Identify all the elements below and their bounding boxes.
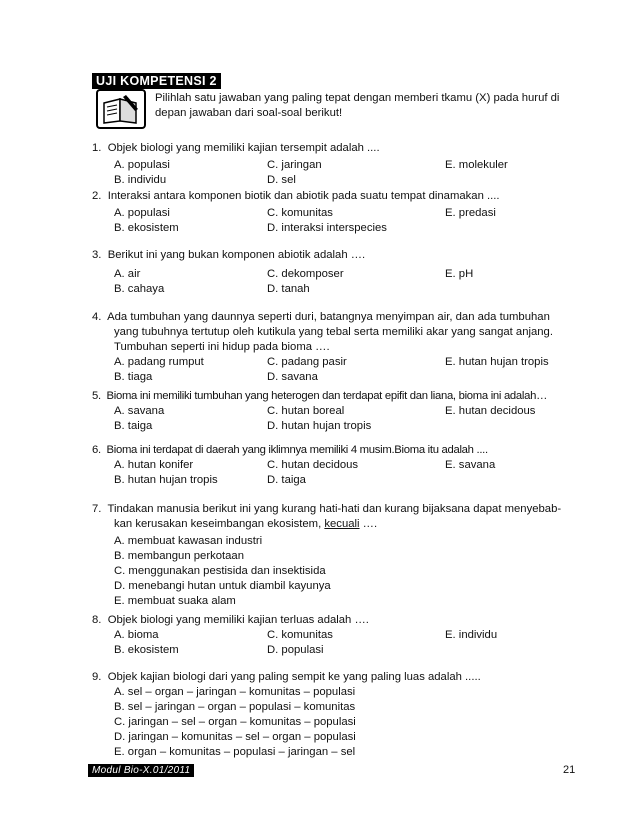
option-d[interactable]: D. hutan hujan tropis — [267, 420, 372, 432]
option-c[interactable]: C. hutan boreal — [267, 405, 345, 417]
option-a[interactable]: A. padang rumput — [114, 356, 204, 368]
section-title: UJI KOMPETENSI 2 — [92, 73, 221, 89]
option-e[interactable]: E. predasi — [445, 207, 496, 219]
question-number: 3. — [92, 249, 102, 261]
question-number: 8. — [92, 614, 102, 626]
question-text: Berikut ini yang bukan komponen abiotik adalah …. — [107, 249, 366, 261]
option-e[interactable]: E. individu — [445, 629, 498, 641]
question-number: 4. — [92, 311, 102, 323]
option-e[interactable]: E. pH — [445, 268, 474, 280]
question-6 — [92, 443, 496, 488]
question-text-line-2: kan kerusakan keseimbangan ekosistem, — [114, 518, 325, 530]
option-c[interactable]: C. menggunakan pestisida dan insektisida — [114, 565, 326, 577]
option-d[interactable]: D. taiga — [267, 474, 306, 486]
question-8 — [92, 613, 498, 658]
option-e[interactable]: E. molekuler — [445, 159, 508, 171]
instruction-line-1: Pilihlah satu jawaban yang paling tepat dengan memberi tkamu (X) pada huruf di — [155, 92, 560, 104]
question-text-line-1: Tindakan manusia berikut ini yang kurang hati-hati dan kurang bijaksana dapat menyebab- — [107, 503, 562, 515]
option-e[interactable]: E. savana — [445, 459, 496, 471]
question-text: Objek biologi yang memiliki kajian terluas adalah …. — [107, 614, 369, 626]
question-number: 7. — [92, 503, 102, 515]
option-e[interactable]: E. hutan decidous — [445, 405, 536, 417]
question-5 — [92, 389, 547, 434]
question-4 — [92, 310, 574, 385]
option-c[interactable]: C. padang pasir — [267, 356, 347, 368]
option-b[interactable]: B. tiaga — [114, 371, 153, 383]
question-text: Objek kajian biologi dari yang paling sempit ke yang paling luas adalah ..... — [107, 671, 481, 683]
question-number: 2. — [92, 190, 102, 202]
option-c[interactable]: C. komunitas — [267, 207, 333, 219]
option-d[interactable]: D. populasi — [267, 644, 324, 656]
option-c[interactable]: C. dekomposer — [267, 268, 344, 280]
option-a[interactable]: A. air — [114, 268, 141, 280]
option-b[interactable]: B. ekosistem — [114, 222, 179, 234]
question-number: 9. — [92, 671, 102, 683]
question-text: Objek biologi yang memiliki kajian tersempit adalah .... — [107, 142, 380, 154]
option-d[interactable]: D. savana — [267, 371, 318, 383]
instruction-line-2: depan jawaban dari soal-soal berikut! — [155, 107, 343, 119]
question-text-line-3: Tumbuhan seperti ini hidup pada bioma …. — [114, 341, 330, 353]
question-7 — [92, 502, 574, 609]
question-text: Interaksi antara komponen biotik dan abiotik pada suatu tempat dinamakan .... — [107, 190, 500, 202]
option-a[interactable]: A. membuat kawasan industri — [114, 535, 263, 547]
module-label: Modul Bio-X.01/2011 — [88, 764, 194, 777]
option-b[interactable]: B. sel – jaringan – organ – populasi – komunitas — [114, 701, 356, 713]
option-b[interactable]: B. cahaya — [114, 283, 165, 295]
question-text-line-2: yang tubuhnya tertutup oleh kutikula yang tebal serta memiliki akar yang sangat anjang. — [114, 326, 553, 338]
option-b[interactable]: B. membangun perkotaan — [114, 550, 244, 562]
option-a[interactable]: A. hutan konifer — [114, 459, 194, 471]
question-number: 1. — [92, 142, 102, 154]
option-b[interactable]: B. hutan hujan tropis — [114, 474, 218, 486]
option-b[interactable]: B. ekosistem — [114, 644, 179, 656]
question-3 — [92, 248, 474, 297]
keyword-kecuali: kecuali — [324, 518, 360, 530]
question-number: 5. — [92, 390, 101, 402]
question-text: Bioma ini terdapat di daerah yang iklimnya memiliki 4 musim.Bioma itu adalah .... — [106, 444, 488, 456]
option-d[interactable]: D. menebangi hutan untuk diambil kayunya — [114, 580, 331, 592]
option-d[interactable]: D. jaringan – komunitas – sel – organ – populasi — [114, 731, 356, 743]
option-c[interactable]: C. hutan decidous — [267, 459, 359, 471]
option-e[interactable]: E. membuat suaka alam — [114, 595, 236, 607]
option-a[interactable]: A. sel – organ – jaringan – komunitas – populasi — [114, 686, 356, 698]
question-1 — [92, 141, 508, 188]
question-9 — [92, 670, 481, 760]
option-d[interactable]: D. sel — [267, 174, 296, 186]
option-a[interactable]: A. bioma — [114, 629, 159, 641]
option-e[interactable]: E. organ – komunitas – populasi – jaringan – sel — [114, 746, 356, 758]
option-d[interactable]: D. interaksi interspecies — [267, 222, 387, 234]
question-text: Bioma ini memiliki tumbuhan yang heterogen dan terdapat epifit dan liana, bioma ini adalah… — [106, 390, 548, 402]
question-text-line-1: Ada tumbuhan yang daunnya seperti duri, batangnya menyimpan air, dan ada tumbuhan — [107, 311, 550, 323]
option-a[interactable]: A. populasi — [114, 207, 170, 219]
question-2 — [92, 189, 500, 236]
question-text-ellipsis: …. — [359, 518, 378, 530]
option-a[interactable]: A. savana — [114, 405, 165, 417]
page-number: 21 — [563, 764, 576, 776]
question-number: 6. — [92, 444, 101, 456]
option-c[interactable]: C. jaringan – sel – organ – komunitas – populasi — [114, 716, 356, 728]
option-a[interactable]: A. populasi — [114, 159, 170, 171]
option-c[interactable]: C. komunitas — [267, 629, 333, 641]
instruction — [155, 91, 585, 121]
book-pen-icon — [96, 89, 146, 129]
option-d[interactable]: D. tanah — [267, 283, 310, 295]
option-b[interactable]: B. individu — [114, 174, 167, 186]
option-b[interactable]: B. taiga — [114, 420, 153, 432]
option-e[interactable]: E. hutan hujan tropis — [445, 356, 549, 368]
option-c[interactable]: C. jaringan — [267, 159, 322, 171]
